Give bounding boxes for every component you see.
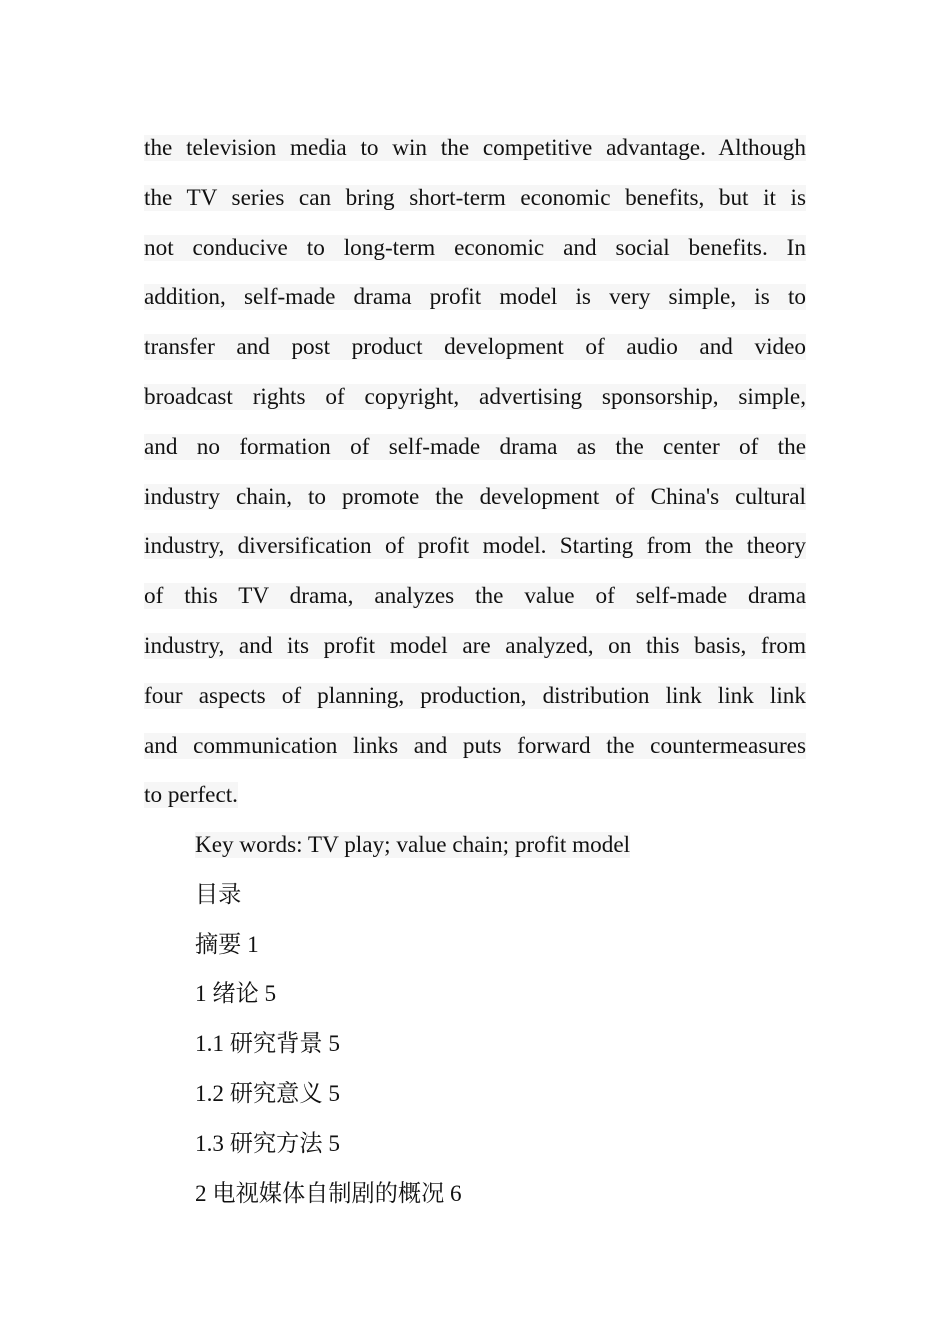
abstract-line: to perfect. — [144, 782, 238, 809]
abstract-line: transfer and post product development of audio and video — [144, 334, 806, 361]
abstract-line: the TV series can bring short-term economic benefits, but it is — [144, 184, 806, 211]
abstract-line: industry, and its profit model are analyzed, on this basis, from — [144, 632, 806, 659]
toc-item[interactable]: 1.1 研究背景 5 — [195, 1031, 340, 1058]
abstract-line: of this TV drama, analyzes the value of self-made drama — [144, 583, 806, 610]
abstract-line: not conducive to long-term economic and social benefits. In — [144, 234, 806, 261]
abstract-line: four aspects of planning, production, distribution link link link — [144, 682, 806, 709]
toc-item[interactable]: 1 绪论 5 — [195, 981, 277, 1008]
abstract-line: broadcast rights of copyright, advertising sponsorship, simple, — [144, 383, 806, 410]
toc-item[interactable]: 1.2 研究意义 5 — [195, 1080, 340, 1107]
abstract-line: and no formation of self-made drama as the center of the — [144, 433, 806, 460]
abstract-line: industry, diversification of profit model. Starting from the theory — [144, 533, 806, 560]
toc-item[interactable]: 2 电视媒体自制剧的概况 6 — [195, 1180, 462, 1207]
table-of-contents — [195, 821, 806, 1219]
toc-item[interactable]: 1.3 研究方法 5 — [195, 1130, 340, 1157]
toc-title: 目录 — [195, 881, 242, 908]
abstract-paragraph — [144, 124, 806, 821]
abstract-line: the television media to win the competitive advantage. Although — [144, 135, 806, 161]
abstract-line: addition, self-made drama profit model is very simple, is to — [144, 284, 806, 311]
abstract-line: and communication links and puts forward the countermeasures — [144, 732, 806, 759]
keywords-line: Key words: TV play; value chain; profit model — [195, 832, 631, 858]
toc-item[interactable]: 摘要 1 — [195, 931, 259, 958]
abstract-line: industry chain, to promote the development of China's cultural — [144, 483, 806, 510]
